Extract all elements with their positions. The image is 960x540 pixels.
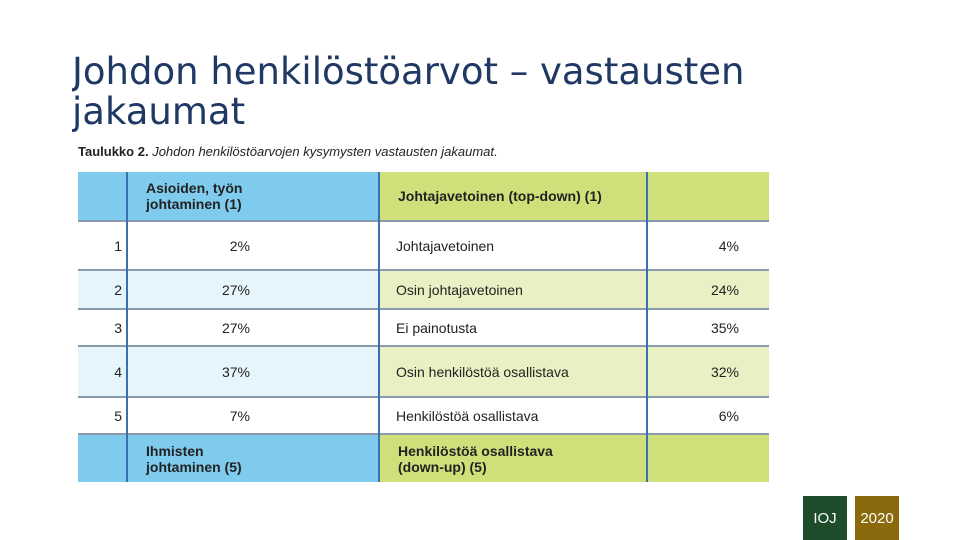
org-badge: IOJ — [803, 496, 847, 540]
row-right-percent: 24% — [647, 270, 769, 309]
caption-label: Taulukko 2. — [78, 144, 149, 159]
year-badge: 2020 — [855, 496, 899, 540]
row-number: 4 — [78, 346, 127, 397]
table-footer-row — [78, 434, 769, 482]
row-right-percent: 4% — [647, 221, 769, 270]
table-row — [78, 309, 769, 346]
slide-title: Johdon henkilöstöarvot – vastausten jakaumat — [72, 52, 745, 132]
row-number: 1 — [78, 221, 127, 270]
header-left-label: Asioiden, työn johtaminen (1) — [127, 172, 379, 221]
footer-empty-left — [78, 434, 127, 482]
table-row — [78, 346, 769, 397]
row-right-percent: 6% — [647, 397, 769, 434]
table-header-row — [78, 172, 769, 221]
footer-left-label: Ihmisten johtaminen (5) — [127, 434, 379, 482]
row-number: 5 — [78, 397, 127, 434]
row-label: Osin henkilöstöä osallistava — [379, 346, 647, 397]
row-label: Osin johtajavetoinen — [379, 270, 647, 309]
table-caption — [78, 144, 498, 159]
row-label: Johtajavetoinen — [379, 221, 647, 270]
header-right-label: Johtajavetoinen (top-down) (1) — [379, 172, 647, 221]
table-row — [78, 397, 769, 434]
table-row — [78, 270, 769, 309]
row-right-percent: 35% — [647, 309, 769, 346]
row-number: 2 — [78, 270, 127, 309]
row-left-percent: 7% — [127, 397, 379, 434]
row-label: Ei painotusta — [379, 309, 647, 346]
footer-right-label — [379, 434, 647, 482]
caption-text: Johdon henkilöstöarvojen kysymysten vastausten jakaumat. — [152, 144, 498, 159]
footer-empty-right — [647, 434, 769, 482]
row-number: 3 — [78, 309, 127, 346]
row-left-percent: 27% — [127, 309, 379, 346]
table-row — [78, 221, 769, 270]
header-empty-right — [647, 172, 769, 221]
footer-right-line2: (down-up) (5) — [398, 458, 487, 475]
footer-right-line1: Henkilöstöä osallistava — [398, 442, 553, 459]
row-left-percent: 37% — [127, 346, 379, 397]
row-right-percent: 32% — [647, 346, 769, 397]
header-empty-left — [78, 172, 127, 221]
row-label: Henkilöstöä osallistava — [379, 397, 647, 434]
row-left-percent: 2% — [127, 221, 379, 270]
distribution-table — [78, 172, 769, 482]
row-left-percent: 27% — [127, 270, 379, 309]
